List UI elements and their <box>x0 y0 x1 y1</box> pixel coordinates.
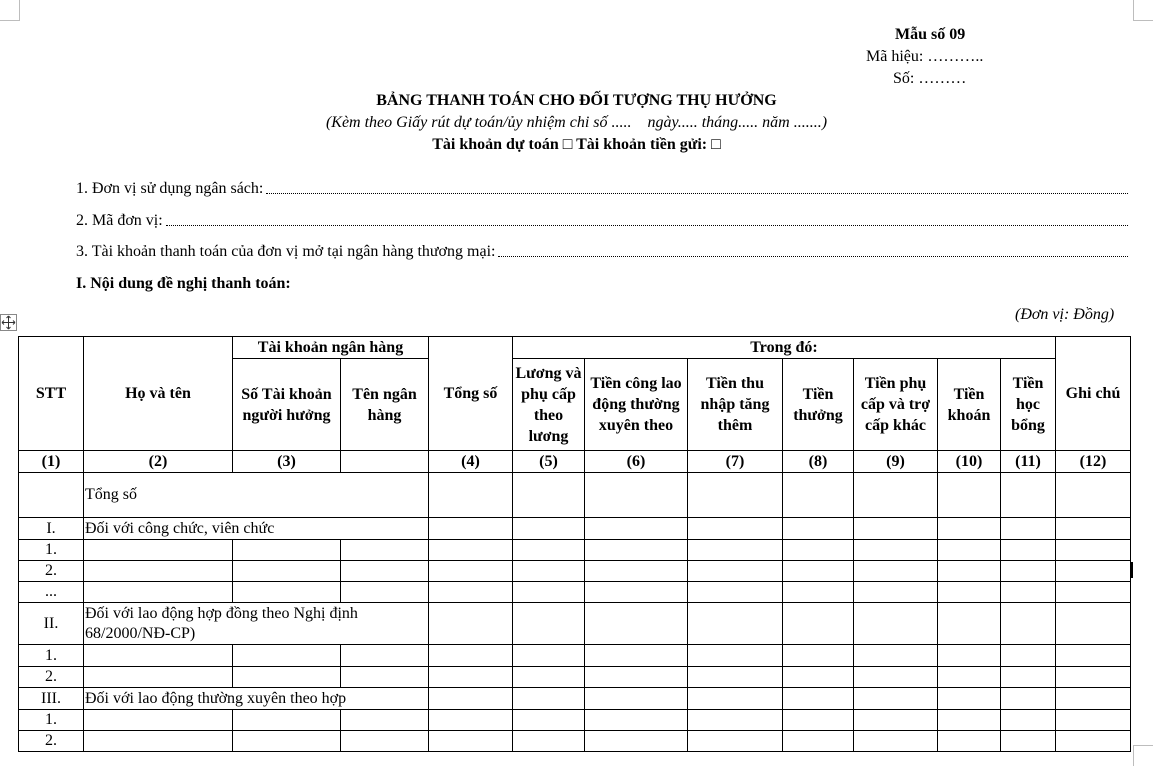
column-number-row <box>19 451 1131 473</box>
header-regular-labor: Tiền công lao động thường xuyên theo <box>585 359 688 451</box>
row-group-text: Đối với lao động hợp đồng theo Nghị định 68/2000/NĐ-CP) <box>85 604 358 642</box>
header-scholarship: Tiền học bổng <box>1001 359 1056 451</box>
fill-line <box>166 224 1128 226</box>
table-row <box>19 731 1131 752</box>
page-corner-mark <box>0 0 20 21</box>
header-allowance: Tiền phụ cấp và trợ cấp khác <box>854 359 938 451</box>
header-salary: Lương và phụ cấp theo lương <box>513 359 585 451</box>
header-stt: STT <box>19 337 84 451</box>
table-row <box>19 710 1131 731</box>
col-number: (2) <box>84 451 233 473</box>
form-code: Mã hiệu: ……….. <box>866 48 984 65</box>
field-label: 2. Mã đơn vị: <box>76 212 163 229</box>
col-number: (11) <box>1001 451 1056 473</box>
row-group-label <box>84 603 429 645</box>
table-cell[interactable] <box>688 473 783 518</box>
field-budget-unit <box>76 180 1128 198</box>
col-number: (7) <box>688 451 783 473</box>
form-serial: Số: ……… <box>893 70 967 87</box>
field-label: 3. Tài khoản thanh toán của đơn vị mở tại ngân hàng thương mại: <box>76 243 496 260</box>
row-stt: III. <box>19 688 84 710</box>
row-name[interactable] <box>84 561 233 582</box>
text-cursor <box>1131 562 1133 578</box>
field-unit-code <box>76 212 1128 230</box>
page-corner-mark <box>1133 0 1153 21</box>
row-stt: I. <box>19 518 84 540</box>
table-row <box>19 540 1131 561</box>
payment-table <box>18 336 1131 752</box>
row-name[interactable] <box>84 667 233 688</box>
table-row <box>19 688 1131 710</box>
header-total: Tổng số <box>429 337 513 451</box>
row-stt: 1. <box>19 540 84 561</box>
col-number: (12) <box>1056 451 1131 473</box>
header-account-no: Số Tài khoản người hưởng <box>233 359 341 451</box>
row-name[interactable] <box>84 731 233 752</box>
field-bank-account <box>76 243 1128 261</box>
form-number: Mẫu số 09 <box>895 26 966 43</box>
col-number: (5) <box>513 451 585 473</box>
table-cell[interactable] <box>19 473 84 518</box>
header-bonus: Tiền thưởng <box>783 359 854 451</box>
col-number <box>341 451 429 473</box>
header-bank-group: Tài khoản ngân hàng <box>233 337 429 359</box>
header-extra-income: Tiền thu nhập tăng thêm <box>688 359 783 451</box>
table-row <box>19 603 1131 645</box>
table-row <box>19 582 1131 603</box>
section-heading: I. Nội dung đề nghị thanh toán: <box>76 275 291 292</box>
col-number: (3) <box>233 451 341 473</box>
table-cell[interactable] <box>1001 473 1056 518</box>
table-cell[interactable] <box>513 473 585 518</box>
row-stt: 2. <box>19 731 84 752</box>
header-contract: Tiền khoán <box>938 359 1001 451</box>
account-type-line: Tài khoản dự toán □ Tài khoản tiền gửi: □ <box>432 136 721 153</box>
header-detail-group: Trong đó: <box>513 337 1056 359</box>
table-row-total <box>19 473 1131 518</box>
header-note: Ghi chú <box>1056 337 1131 451</box>
row-stt: 2. <box>19 561 84 582</box>
row-group-label: Đối với công chức, viên chức <box>84 518 429 540</box>
row-name[interactable] <box>84 645 233 667</box>
table-cell[interactable] <box>1056 473 1131 518</box>
table-move-handle-icon[interactable] <box>0 314 17 331</box>
table-cell[interactable] <box>429 473 513 518</box>
table-cell[interactable] <box>854 473 938 518</box>
table-row <box>19 667 1131 688</box>
col-number: (8) <box>783 451 854 473</box>
col-number: (6) <box>585 451 688 473</box>
col-number: (4) <box>429 451 513 473</box>
table-row <box>19 645 1131 667</box>
col-number: (1) <box>19 451 84 473</box>
row-stt: 2. <box>19 667 84 688</box>
row-name[interactable] <box>84 582 233 603</box>
row-stt: 1. <box>19 710 84 731</box>
header-bank-name: Tên ngân hàng <box>341 359 429 451</box>
fill-line <box>266 192 1128 194</box>
table-row <box>19 518 1131 540</box>
row-stt: ... <box>19 582 84 603</box>
table-cell[interactable] <box>938 473 1001 518</box>
row-stt: II. <box>19 603 84 645</box>
table-cell[interactable] <box>585 473 688 518</box>
header-name: Họ và tên <box>84 337 233 451</box>
page-subtitle: (Kèm theo Giấy rút dự toán/ủy nhiệm chi số ..... ngày..... tháng..... năm .......) <box>325 114 828 131</box>
unit-note: (Đơn vị: Đồng) <box>1015 306 1115 323</box>
table-cell[interactable] <box>783 473 854 518</box>
fill-line <box>498 255 1128 257</box>
table-row <box>19 561 1131 582</box>
col-number: (10) <box>938 451 1001 473</box>
field-label: 1. Đơn vị sử dụng ngân sách: <box>76 180 264 197</box>
page-title: BẢNG THANH TOÁN CHO ĐỐI TƯỢNG THỤ HƯỞNG <box>376 92 777 109</box>
col-number: (9) <box>854 451 938 473</box>
row-stt: 1. <box>19 645 84 667</box>
row-name[interactable] <box>84 540 233 561</box>
row-name[interactable] <box>84 710 233 731</box>
row-group-label: Đối với lao động thường xuyên theo hợp <box>84 688 429 710</box>
total-label: Tổng số <box>84 473 429 518</box>
